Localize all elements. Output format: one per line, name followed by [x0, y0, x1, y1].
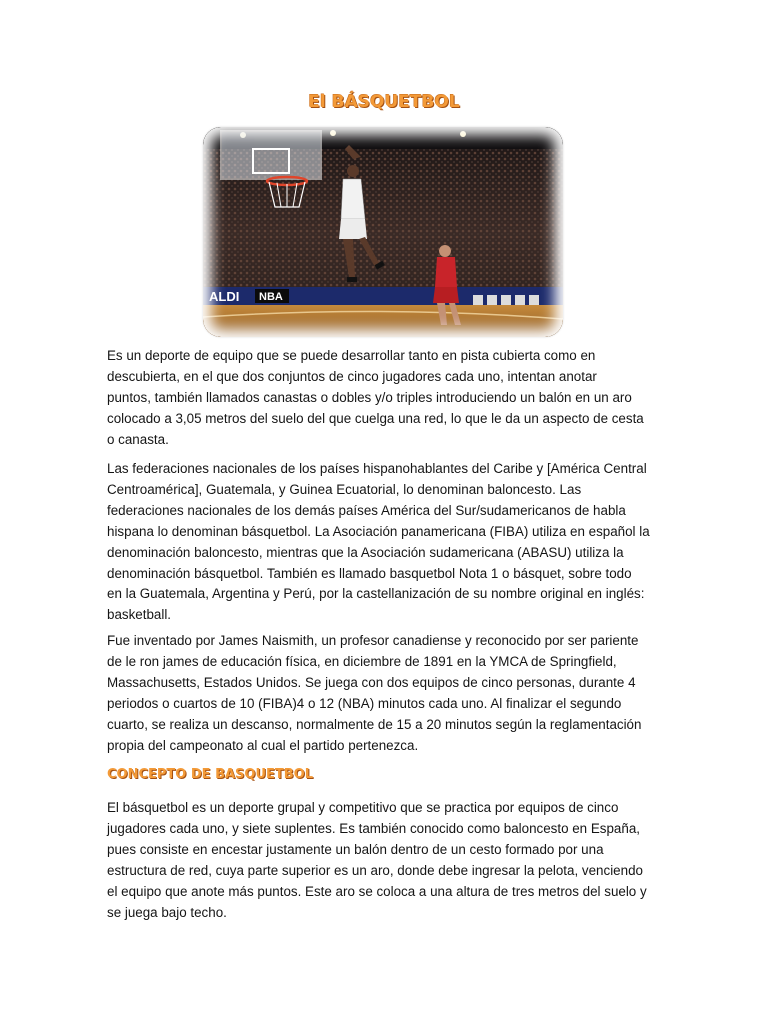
text-line: en la Guatemala, Argentina y Perú, por la castellanización de su nombre original en inglés:	[107, 586, 645, 602]
paragraph-history	[107, 631, 663, 756]
text-line: el equipo que anote más puntos. Este aro se coloca a una altura de tres metros del suelo y	[107, 883, 647, 899]
text-line: Fue inventado por James Naismith, un profesor canadiense y reconocido por ser pariente	[107, 633, 639, 648]
text-line: federaciones nacionales de los demás países América del Sur/sudamericanos de habla	[107, 502, 626, 518]
section-heading: CONCEPTO DE BASQUETBOL	[107, 767, 313, 782]
text-line: denominación básquetbol. También es llamado basquetbol Nota 1 o básquet, sobre todo	[107, 565, 632, 581]
text-line: Las federaciones nacionales de los países hispanohablantes del Caribe y [América Central	[107, 461, 647, 476]
text-line: denominación baloncesto, mientras que la Asociación sudamericana (ABASU) utiliza la	[107, 544, 624, 560]
text-line: El básquetbol es un deporte grupal y competitivo que se practica por equipos de cinco	[107, 800, 619, 815]
text-line: hispana lo denominan básquetbol. La Asociación panamericana (FIBA) utiliza en español la	[107, 523, 650, 539]
text-line: propia del campeonato al cual el partido pertenezca.	[107, 737, 419, 753]
text-line: cuarto, se realiza un descanso, normalmente de 15 a 20 minutos según la reglamentación	[107, 716, 642, 732]
paragraph-intro	[107, 346, 663, 451]
text-line: se juega bajo techo.	[107, 904, 227, 920]
paragraph-federations	[107, 459, 663, 626]
basketball-photo	[203, 127, 563, 337]
basketball-dunk-illustration	[203, 127, 563, 337]
text-line: periodos o cuartos de 10 (FIBA)4 o 12 (NBA) minutos cada uno. Al finalizar el segundo	[107, 695, 622, 711]
text-line: jugadores cada uno, y siete suplentes. Es también conocido como baloncesto en España,	[107, 820, 640, 836]
text-line: Es un deporte de equipo que se puede desarrollar tanto en pista cubierta como en	[107, 348, 596, 363]
nba-logo-text: NBA	[259, 291, 283, 303]
text-line: Centroamérica], Guatemala, y Guinea Ecuatorial, lo denominan baloncesto. Las	[107, 481, 582, 497]
text-line: o canasta.	[107, 431, 169, 447]
text-line: colocado a 3,05 metros del suelo del que cuelga una red, lo que le da un aspecto de cesta	[107, 410, 644, 426]
text-line: Massachusetts, Estados Unidos. Se juega con dos equipos de cinco personas, durante 4	[107, 674, 636, 690]
text-line: estructura de red, cuya parte superior es un aro, donde debe ingresar la pelota, venciendo	[107, 862, 643, 878]
page-title: El BÁSQUETBOL	[308, 92, 460, 112]
text-line: de le ron james de educación física, en diciembre de 1891 en la YMCA de Springfield,	[107, 653, 617, 669]
text-line: basketball.	[107, 607, 172, 623]
text-line: descubierta, en el que dos conjuntos de cinco jugadores cada uno, intentan anotar	[107, 368, 597, 384]
paragraph-concept	[107, 798, 663, 923]
court-banner-text: ALDI	[209, 289, 240, 304]
text-line: puntos, también llamados canastas o dobles y/o triples introduciendo un balón en un aro	[107, 389, 632, 405]
text-line: pues consiste en encestar justamente un balón dentro de un cesto formado por una	[107, 841, 604, 857]
